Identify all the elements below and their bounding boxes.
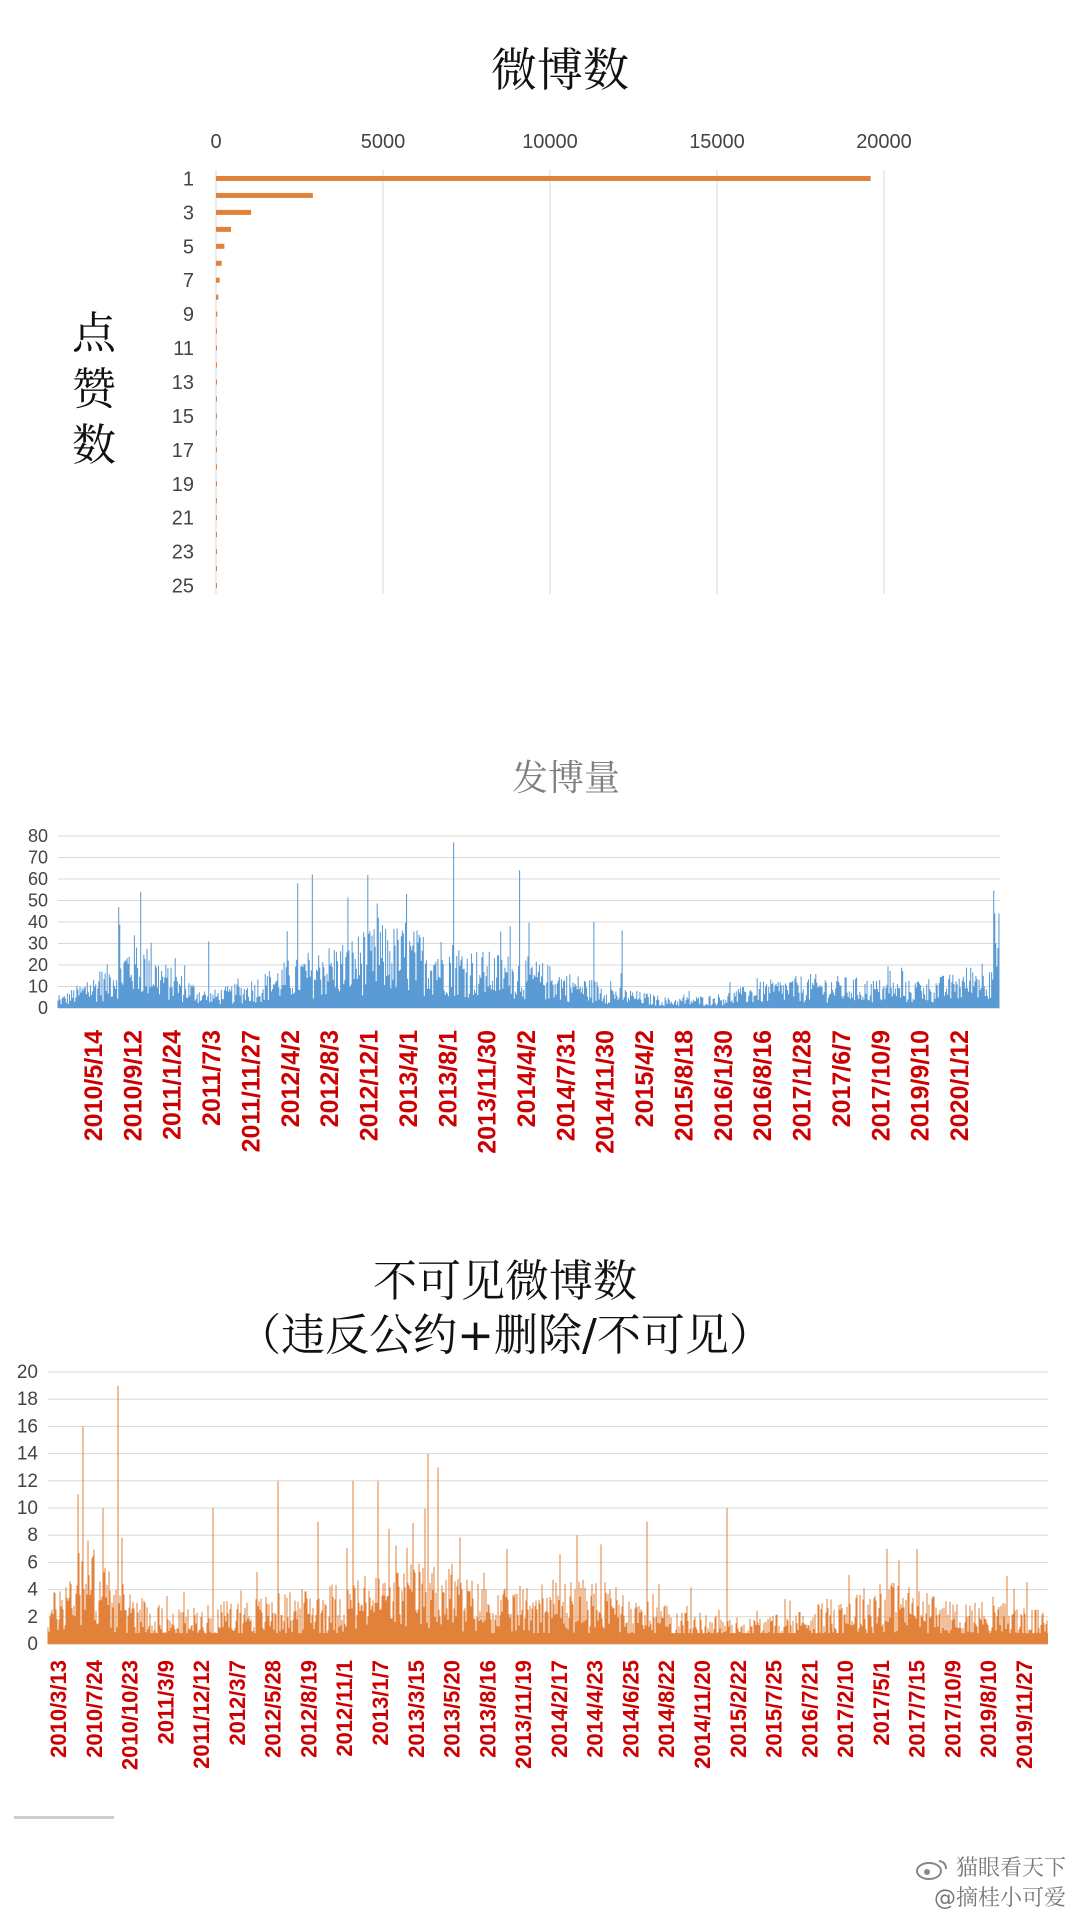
chart3-x-tick: 2017/2/10 [833, 1660, 859, 1758]
chart3-x-tick: 2013/5/20 [439, 1660, 465, 1758]
chart1-bar [216, 464, 217, 469]
chart1-bar [216, 261, 222, 266]
chart3-x-tick: 2013/3/15 [403, 1660, 429, 1758]
chart1-y-tick: 11 [173, 338, 194, 361]
chart3-y-tick: 18 [16, 1389, 38, 1411]
chart2-x-tick: 2017/10/9 [867, 1030, 896, 1142]
chart1-bar [216, 515, 217, 520]
chart1-y-tick: 15 [171, 405, 194, 428]
chart1-title: 微博数 [491, 43, 629, 97]
chart3-y-tick: 14 [16, 1443, 38, 1465]
chart1-y-tick: 25 [171, 575, 194, 598]
chart2-y-tick: 40 [27, 912, 48, 932]
chart2-y-tick: 60 [27, 869, 48, 889]
chart3-x-tick: 2013/8/16 [475, 1660, 501, 1758]
chart2-x-tick: 2017/1/28 [788, 1030, 817, 1142]
chart3-x-tick: 2012/3/7 [224, 1660, 250, 1746]
chart1-y-tick: 1 [182, 168, 194, 191]
chart1-bar [216, 227, 231, 232]
chart3-y-tick: 0 [27, 1634, 38, 1655]
chart3-x-tick: 2013/11/19 [511, 1660, 537, 1769]
chart-likes-bar [0, 0, 1080, 620]
chart3-x-tick: 2017/10/9 [940, 1660, 966, 1758]
chart3-x-tick: 2016/7/21 [797, 1660, 823, 1758]
chart1-bar [216, 566, 217, 571]
chart1-bar [216, 346, 217, 351]
chart3-x-tick: 2017/5/1 [868, 1660, 894, 1746]
chart1-bar [216, 380, 217, 385]
chart3-x-tick: 2010/7/24 [81, 1660, 107, 1758]
chart1-bar [216, 295, 218, 300]
chart2-y-tick: 20 [27, 955, 48, 975]
chart3-title: 不可见微博数 [373, 1256, 637, 1307]
watermark-line2: @摘桂小可爱 [933, 1886, 1066, 1911]
chart1-bar [216, 363, 217, 368]
chart1-bar [216, 210, 251, 215]
chart3-y-tick: 20 [16, 1362, 38, 1383]
chart3-x-tick: 2012/5/28 [260, 1660, 286, 1758]
chart2-x-tick: 2012/4/2 [276, 1030, 305, 1128]
chart2-x-tick: 2014/11/30 [591, 1030, 620, 1154]
chart3-x-tick: 2014/8/22 [654, 1660, 680, 1758]
chart1-y-tick: 9 [182, 304, 194, 327]
chart2-x-tick: 2014/7/31 [552, 1030, 581, 1142]
chart2-x-tick: 2013/4/1 [394, 1030, 423, 1128]
watermark [915, 1854, 1066, 1914]
chart3-x-tick: 2014/2/17 [546, 1660, 572, 1758]
chart3-series [48, 1386, 1047, 1644]
chart3-x-tick: 2012/8/19 [296, 1660, 322, 1758]
chart2-x-tick: 2013/11/30 [473, 1030, 502, 1154]
chart2-x-tick: 2011/7/3 [198, 1030, 227, 1126]
chart2-x-tick: 2015/8/18 [670, 1030, 699, 1142]
chart3-x-tick: 2017/7/15 [904, 1660, 930, 1758]
chart3-y-tick: 12 [16, 1470, 38, 1492]
chart1-y-tick: 7 [182, 270, 194, 293]
chart2-x-tick: 2015/4/2 [631, 1030, 660, 1128]
chart3-y-tick: 4 [27, 1579, 38, 1601]
chart2-series [58, 842, 999, 1008]
chart3-baseline-band [48, 1633, 1048, 1644]
chart2-y-tick: 30 [27, 933, 48, 954]
chart3-x-tick: 2010/3/13 [46, 1660, 71, 1758]
chart1-x-tick: 15000 [689, 131, 745, 153]
chart1-bar [216, 176, 871, 181]
chart2-x-tick: 2012/8/3 [316, 1030, 345, 1128]
chart2-x-tick: 2016/8/16 [749, 1030, 778, 1142]
chart1-bar [216, 583, 217, 588]
chart1-bar [216, 413, 217, 418]
chart2-y-tick: 70 [27, 847, 48, 868]
chart1-y-tick: 13 [171, 372, 194, 394]
chart1-bar [216, 329, 217, 334]
chart3-subtitle: （违反公约+删除/不可见） [237, 1310, 773, 1361]
chart3-x-tick: 2014/4/23 [582, 1660, 608, 1758]
horizontal-scrollbar[interactable] [14, 1816, 114, 1819]
watermark-line1: 猫眼看天下 [955, 1856, 1066, 1881]
chart-invisible-posts [0, 1250, 1080, 1810]
chart3-y-tick: 10 [16, 1498, 38, 1519]
chart2-x-tick: 2017/6/7 [827, 1030, 856, 1128]
chart1-bar [216, 244, 224, 249]
chart3-x-tick: 2014/11/20 [690, 1660, 715, 1769]
chart2-x-tick: 2011/11/27 [237, 1030, 266, 1153]
chart1-bar [216, 278, 220, 283]
chart2-x-tick: 2010/5/14 [80, 1030, 108, 1142]
chart3-x-tick: 2012/11/1 [332, 1660, 358, 1757]
chart3-x-tick: 2019/11/27 [1012, 1660, 1037, 1769]
chart3-x-tick: 2013/1/7 [368, 1660, 393, 1746]
chart2-y-tick: 80 [27, 826, 48, 846]
chart2-x-tick: 2019/9/10 [906, 1030, 935, 1142]
chart1-y-tick: 3 [182, 202, 194, 225]
chart1-bar [216, 549, 217, 554]
chart2-x-tick: 2013/8/1 [434, 1030, 463, 1128]
chart2-x-tick: 2010/9/12 [119, 1030, 148, 1142]
chart3-y-tick: 2 [27, 1606, 38, 1628]
chart1-x-tick: 5000 [360, 131, 406, 153]
chart2-x-tick: 2011/1/24 [158, 1030, 187, 1140]
chart2-y-tick: 10 [27, 976, 48, 997]
chart3-x-tick: 2015/7/25 [761, 1660, 787, 1758]
chart1-y-tick: 23 [171, 541, 194, 564]
chart1-x-tick: 20000 [856, 131, 912, 153]
chart1-bar [216, 532, 217, 537]
chart2-x-tick: 2016/1/30 [709, 1030, 738, 1142]
chart3-x-tick: 2011/3/9 [153, 1660, 179, 1745]
chart1-y-tick: 17 [171, 439, 194, 462]
chart3-x-tick: 2014/6/25 [618, 1660, 644, 1758]
chart2-y-tick: 0 [37, 998, 48, 1018]
chart3-x-tick: 2019/8/10 [976, 1660, 1002, 1758]
chart1-y-tick: 5 [182, 236, 194, 259]
chart1-y-tick: 21 [171, 507, 194, 530]
chart3-x-tick: 2015/2/22 [725, 1660, 751, 1758]
chart1-bar [216, 193, 313, 198]
chart2-x-tick: 2012/12/1 [355, 1030, 384, 1142]
chart1-bar [216, 396, 217, 401]
chart2-y-tick: 50 [27, 890, 48, 911]
chart3-x-tick: 2010/10/23 [117, 1660, 143, 1771]
chart2-x-tick: 2014/4/2 [513, 1030, 541, 1128]
chart1-y-tick: 19 [171, 473, 194, 496]
chart2-x-tick: 2020/1/12 [946, 1030, 974, 1142]
chart3-y-tick: 16 [16, 1416, 38, 1438]
chart1-bar [216, 481, 217, 486]
chart1-ylabel-char: 数 [72, 420, 116, 471]
chart1-bar [216, 447, 217, 452]
chart-posts-volume [0, 750, 1080, 1220]
chart1-ylabel-char: 点 [72, 308, 116, 359]
chart1-x-tick: 10000 [522, 131, 578, 153]
chart1-x-tick: 0 [210, 131, 222, 153]
chart3-y-tick: 6 [27, 1552, 38, 1574]
chart2-title: 发博量 [511, 758, 621, 799]
chart1-bar [216, 430, 217, 435]
chart3-x-tick: 2011/12/12 [189, 1660, 215, 1769]
chart1-bar [216, 498, 217, 503]
chart3-y-tick: 8 [27, 1525, 38, 1547]
weibo-logo-icon [915, 1858, 949, 1880]
chart1-bar [216, 312, 217, 317]
chart1-ylabel-char: 赞 [72, 364, 116, 415]
